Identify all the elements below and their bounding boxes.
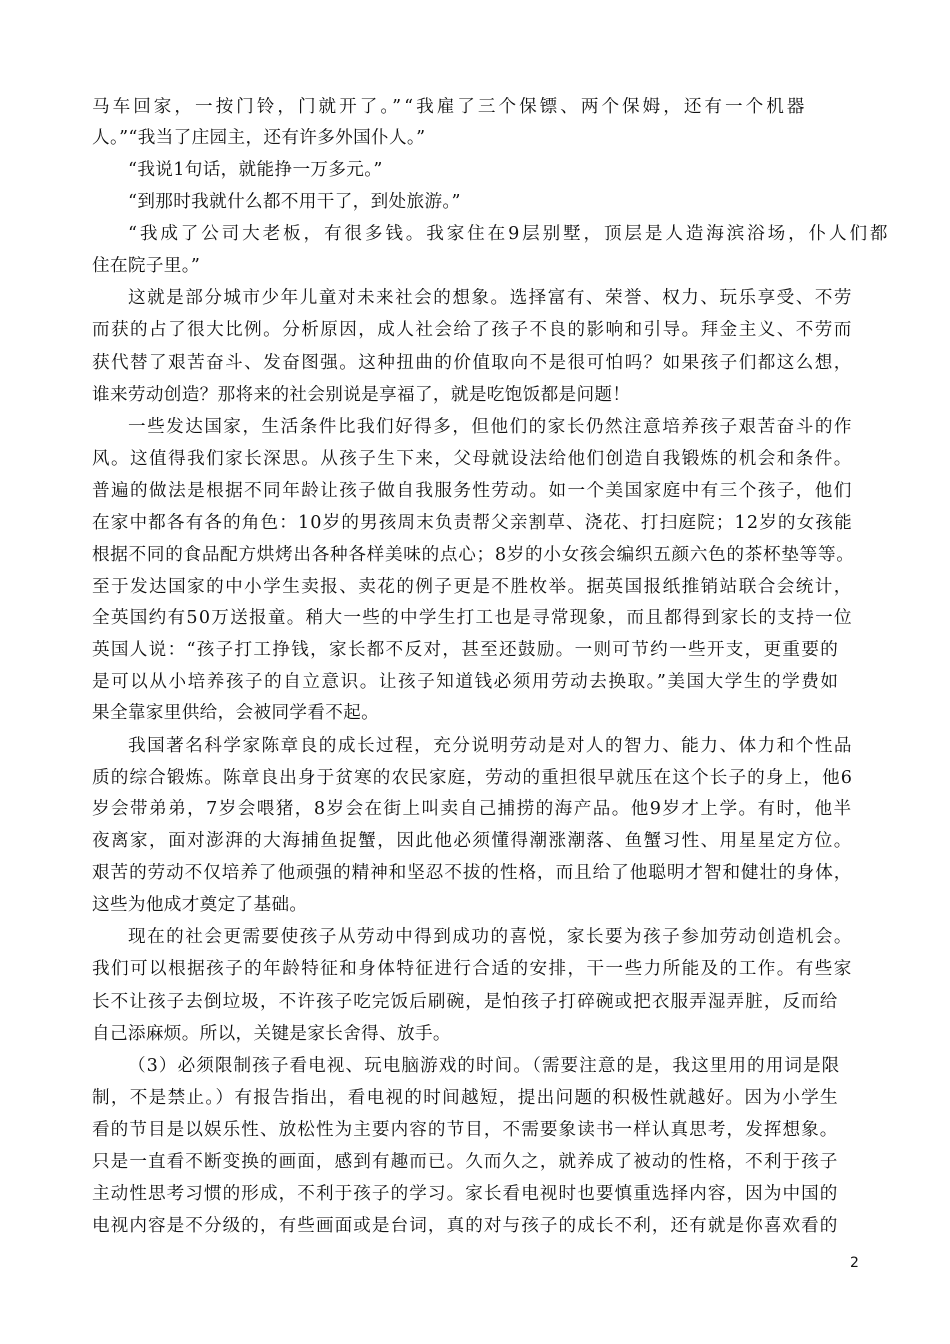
- text-line: 人。”“我当了庄园主，还有许多外国仆人。”: [92, 128, 426, 148]
- text-line: 风。这值得我们家长深思。从孩子生下来，父母就设法给他们创造自我锻炼的机会和条件。: [92, 449, 853, 469]
- text-line: 主动性思考习惯的形成，不利于孩子的学习。家长看电视时也要慎重选择内容，因为中国的: [92, 1184, 839, 1204]
- text-line: 一些发达国家，生活条件比我们好得多，但他们的家长仍然注意培养孩子艰苦奋斗的作: [128, 417, 854, 437]
- text-line: 岁会带弟弟，7岁会喂猪，8岁会在街上叫卖自己捕捞的海产品。他9岁才上学。有时，他半: [92, 799, 853, 819]
- text-line: 自己添麻烦。所以，关键是家长舍得、放手。: [92, 1024, 451, 1044]
- text-line: 至于发达国家的中小学生卖报、卖花的例子更是不胜枚举。据英国报纸推销站联合会统计，: [92, 577, 853, 597]
- text-line: 我们可以根据孩子的年龄特征和身体特征进行合适的安排，干一些力所能及的工作。有些家: [92, 959, 853, 979]
- text-line: 只是一直看不断变换的画面，感到有趣而已。久而久之，就养成了被动的性格，不利于孩子: [92, 1152, 839, 1172]
- text-line: 这就是部分城市少年儿童对未来社会的想象。选择富有、荣誉、权力、玩乐享受、不劳: [128, 288, 854, 308]
- text-line: 现在的社会更需要使孩子从劳动中得到成功的喜悦，家长要为孩子参加劳动创造机会。: [128, 927, 854, 947]
- page-number: 2: [850, 1255, 859, 1271]
- text-line: 质的综合锻炼。陈章良出身于贫寒的农民家庭，劳动的重担很早就压在这个长子的身上，他6: [92, 768, 854, 788]
- text-line: 而获的占了很大比例。分析原因，成人社会给了孩子不良的影响和引导。拜金主义、不劳而: [92, 320, 853, 340]
- text-line: 艰苦的劳动不仅培养了他顽强的精神和坚忍不拔的性格，而且给了他聪明才智和健壮的身体，: [92, 863, 853, 883]
- text-line: 获代替了艰苦奋斗、发奋图强。这种扭曲的价值取向不是很可怕吗？如果孩子们都这么想，: [92, 353, 853, 373]
- text-line: 全英国约有50万送报童。稍大一些的中学生打工也是寻常现象，而且都得到家长的支持一位: [92, 608, 853, 628]
- text-line: 在家中都各有各的角色：10岁的男孩周末负责帮父亲割草、浇花、打扫庭院；12岁的女孩能: [92, 513, 853, 533]
- text-line: 看的节目是以娱乐性、放松性为主要内容的节目，不需要象读书一样认真思考，发挥想象。: [92, 1120, 839, 1140]
- text-line: 谁来劳动创造？那将来的社会别说是享福了，就是吃饱饭都是问题！: [92, 385, 631, 405]
- text-line: 住在院子里。”: [92, 256, 201, 276]
- text-line: 长不让孩子去倒垃圾，不许孩子吃完饭后刷碗，是怕孩子打碎碗或把衣服弄湿弄脏，反而给: [92, 992, 839, 1012]
- text-line: 英国人说：“孩子打工挣钱，家长都不反对，甚至还鼓励。一则可节约一些开支，更重要的: [92, 640, 840, 660]
- text-line: 马车回家，一按门铃，门就开了。”“我雇了三个保镖、两个保姆，还有一个机器: [92, 97, 808, 117]
- text-line: 普遍的做法是根据不同年龄让孩子做自我服务性劳动。如一个美国家庭中有三个孩子，他们: [92, 481, 853, 501]
- text-line: “我成了公司大老板，有很多钱。我家住在9层别墅，顶层是人造海滨浴场，仆人们都: [128, 224, 891, 244]
- text-line: 电视内容是不分级的，有些画面或是台词，真的对与孩子的成长不利，还有就是你喜欢看的: [92, 1216, 839, 1236]
- text-line: 是可以从小培养孩子的自立意识。让孩子知道钱必须用劳动去换取。”美国大学生的学费如: [92, 672, 840, 692]
- text-line: “我说1句话，就能挣一万多元。”: [128, 160, 383, 180]
- text-line: 这些为他成才奠定了基础。: [92, 895, 308, 915]
- text-line: （3）必须限制孩子看电视、玩电脑游戏的时间。（需要注意的是，我这里用的用词是限: [128, 1056, 841, 1076]
- text-line: “到那时我就什么都不用干了，到处旅游。”: [128, 192, 461, 212]
- text-line: 夜离家，面对澎湃的大海捕鱼捉蟹，因此他必须懂得潮涨潮落、鱼蟹习性、用星星定方位。: [92, 831, 853, 851]
- text-line: 根据不同的食品配方烘烤出各种各样美味的点心；8岁的小女孩会编织五颜六色的茶杯垫等等。: [92, 545, 855, 565]
- text-line: 我国著名科学家陈章良的成长过程，充分说明劳动是对人的智力、能力、体力和个性品: [128, 736, 854, 756]
- text-line: 果全靠家里供给，会被同学看不起。: [92, 703, 380, 723]
- text-line: 制，不是禁止。）有报告指出，看电视的时间越短，提出问题的积极性就越好。因为小学生: [92, 1088, 839, 1108]
